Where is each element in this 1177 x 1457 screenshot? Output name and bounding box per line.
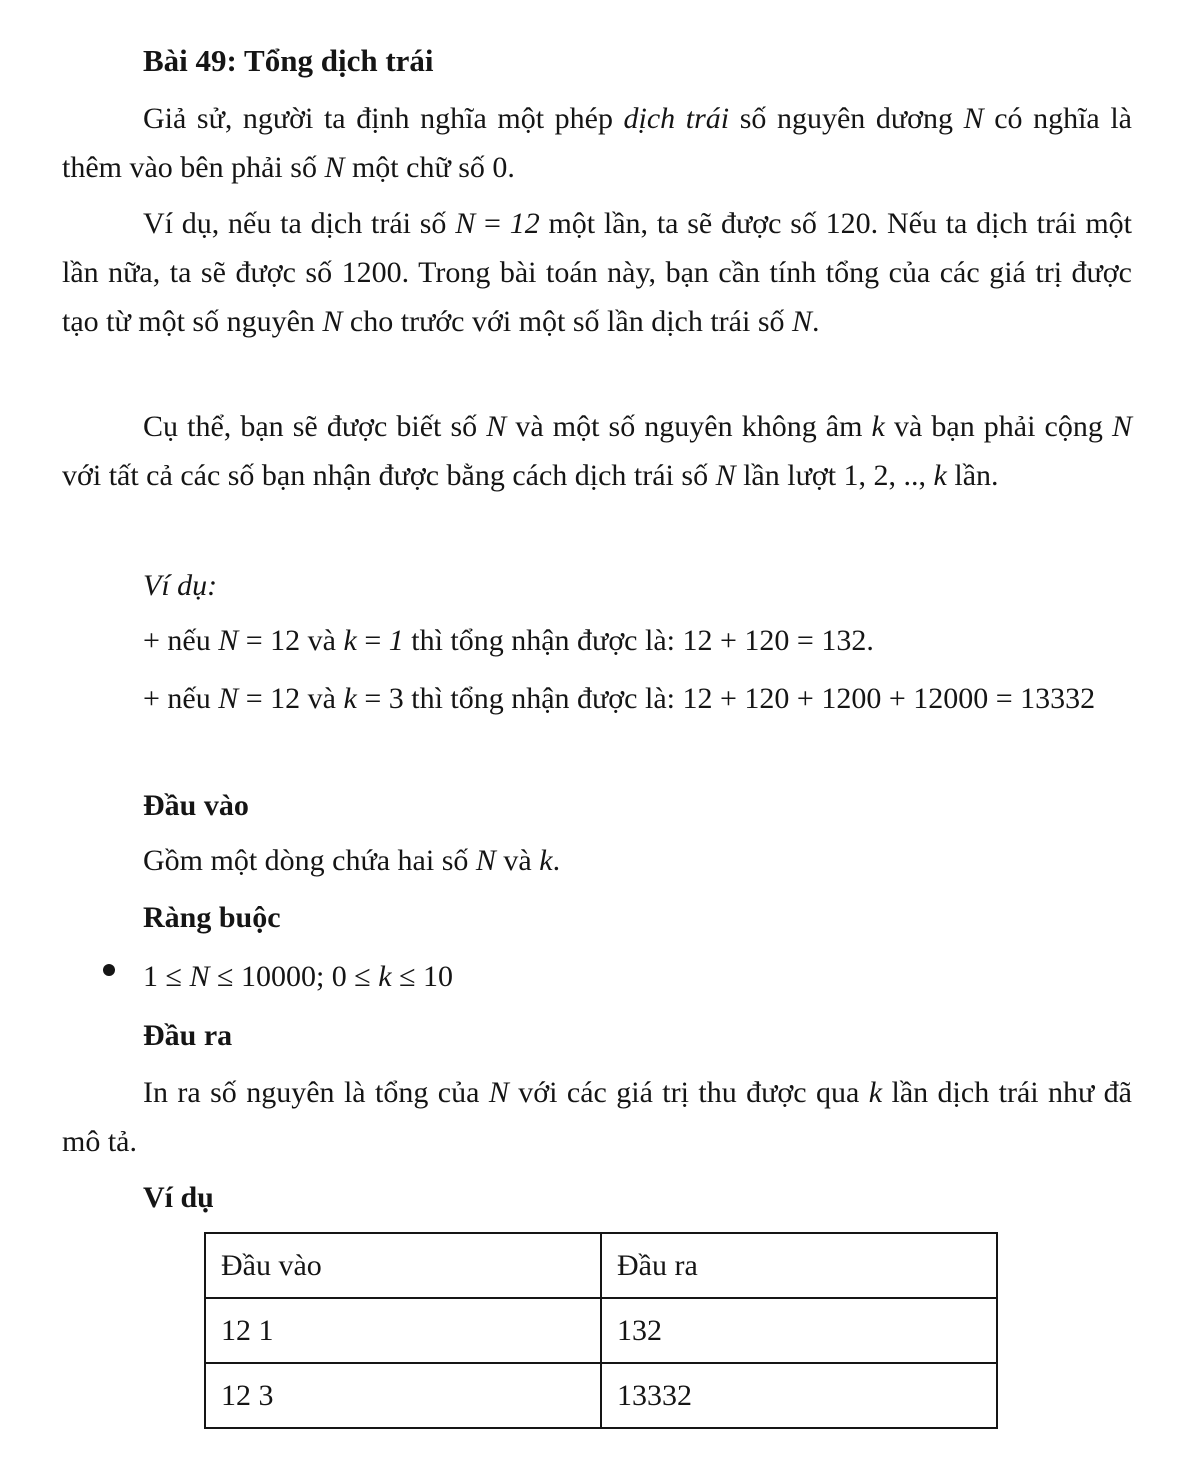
text-span: = [475,207,510,240]
text-span: và bạn phải cộng [884,410,1112,443]
text-span: một chữ số 0. [344,151,515,184]
var-n: N [792,305,813,338]
value-italic: 1 [388,624,404,657]
text-span: Cụ thể, bạn sẽ được biết số [143,410,487,443]
text-span: và [495,844,540,877]
text-span: và một số nguyên không âm [506,410,872,443]
table-cell: 12 1 [205,1298,601,1363]
text-span: = 12 và [238,682,344,715]
table-row [205,1298,997,1363]
term-italic: dịch trái [623,102,730,135]
sample-table [204,1232,998,1429]
text-span: Ví dụ, nếu ta dịch trái số [143,207,456,240]
example-label [143,561,217,610]
text-span: Giả sử, người ta định nghĩa một phép [143,102,624,135]
var-k: k [933,459,947,492]
var-n: N [488,1076,509,1109]
table-cell: 13332 [601,1363,997,1428]
output-description [62,1068,1132,1166]
paragraph-task [62,402,1132,500]
var-n: N [322,305,343,338]
text-span: lần. [946,459,999,492]
text-span: + nếu [143,682,219,715]
example-label-text: Ví dụ: [143,569,218,602]
example-line-2 [62,674,1132,723]
constraints-heading: Ràng buộc [143,901,281,934]
example-line-1 [143,616,874,665]
var-k: k [343,624,357,657]
text-span: với các giá trị thu được qua [508,1076,869,1109]
constraint-item [143,952,453,1001]
var-n: N [455,207,476,240]
paragraph-example-explanation [62,199,1132,346]
table-header-row [205,1233,997,1298]
var-n: N [963,102,984,135]
text-span: = 12 và [238,624,344,657]
table-header-cell: Đầu vào [205,1233,601,1298]
var-k: k [378,960,392,993]
text-span: lần lượt 1, 2, .., [735,459,934,492]
text-span: với tất cả các số bạn nhận được bằng cách dịch trái số [62,459,716,492]
table-row [205,1363,997,1428]
table-cell: 132 [601,1298,997,1363]
problem-title: Bài 49: Tổng dịch trái [143,43,434,78]
text-span: . [812,305,820,338]
input-description [143,836,560,885]
text-span: lần dịch trái như đã mô tả. [62,1076,1133,1158]
var-n: N [189,960,210,993]
var-n: N [218,624,239,657]
var-n: N [486,410,507,443]
value-italic: 12 [509,207,540,240]
text-span: 1 ≤ [143,960,190,993]
var-n: N [475,844,496,877]
output-heading: Đầu ra [143,1019,233,1052]
text-span: thì tổng nhận được là: 12 + 120 = 132. [403,624,874,657]
text-span: ≤ 10000; 0 ≤ [209,960,379,993]
input-heading: Đầu vào [143,789,249,822]
var-n: N [218,682,239,715]
text-span: số nguyên dương [729,102,964,135]
var-k: k [539,844,553,877]
text-span: In ra số nguyên là tổng của [143,1076,489,1109]
text-span: cho trước với một số lần dịch trái số [342,305,792,338]
table-header-cell: Đầu ra [601,1233,997,1298]
text-span: = 3 thì tổng nhận được là: 12 + 120 + 1200 + 12000 = 13332 [356,682,1096,715]
text-span: + nếu [143,624,219,657]
var-k: k [871,410,885,443]
text-span: ≤ 10 [391,960,454,993]
var-n: N [324,151,345,184]
paragraph-definition [62,94,1132,192]
var-k: k [343,682,357,715]
var-k: k [868,1076,883,1109]
text-span: có nghĩa là thêm vào bên phải số [62,102,1132,184]
table-cell: 12 3 [205,1363,601,1428]
var-n: N [715,459,736,492]
var-n: N [1111,410,1132,443]
text-span: = [356,624,389,657]
bullet-icon [103,964,115,976]
text-span: . [552,844,561,877]
text-span: một lần, ta sẽ được số 120. Nếu ta dịch trái một lần nữa, ta sẽ được số 1200. Trong bài toán này, bạn cần tính tổng của các giá trị được tạo từ một số nguyên [62,207,1132,338]
sample-heading: Ví dụ [143,1181,214,1214]
text-span: Gồm một dòng chứa hai số [143,844,476,877]
